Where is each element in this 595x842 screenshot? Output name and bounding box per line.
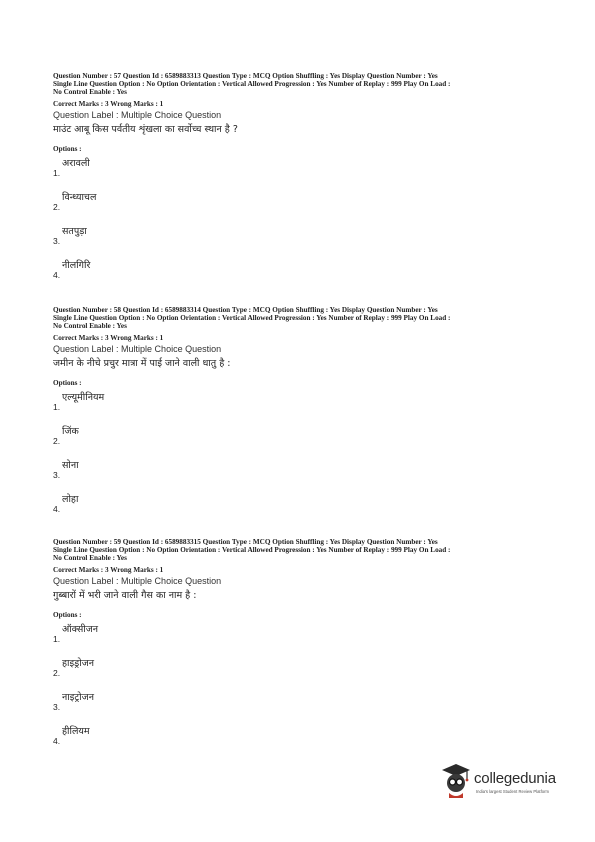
option-number: 2. [53,667,61,678]
option-text: अरावली [62,157,90,169]
logo-tagline: India's largest Student Review Platform [476,789,549,794]
question-text: गुब्बारों में भरी जाने वाली गैस का नाम है : [53,589,197,601]
question-meta-line-2: Single Line Question Option : No Option Orientation : Vertical Allowed Progression : Yes Number of Replay : 999 Play On Load : [53,80,451,89]
option-item-4 [53,256,553,290]
option-number: 2. [53,201,61,212]
question-block-58 [53,306,553,524]
question-marks: Correct Marks : 3 Wrong Marks : 1 [53,565,164,574]
question-meta-line-3: No Control Enable : Yes [53,554,127,563]
logo-wordmark: collegedunia [474,770,556,787]
question-block-57 [53,72,553,290]
option-text: सोना [62,459,79,471]
collegedunia-logo [440,758,580,806]
option-item-2 [53,654,553,688]
option-text: नीलगिरि [62,259,91,271]
question-label: Question Label : Multiple Choice Question [53,109,222,120]
option-number: 4. [53,503,61,514]
option-text: लोहा [62,493,79,505]
option-text: ऑक्सीजन [62,623,99,635]
question-meta-line-1: Question Number : 58 Question Id : 6589883314 Question Type : MCQ Option Shuffling : Yes Display Question Number : Yes [53,306,438,314]
graduate-mascot-icon [440,762,472,800]
option-item-1 [53,620,553,654]
option-item-2 [53,422,553,456]
option-text: नाइट्रोजन [62,691,94,703]
option-number: 2. [53,435,61,446]
question-meta-line-3: No Control Enable : Yes [53,88,127,97]
options-heading: Options : [53,378,82,387]
option-text: हाइड्रोजन [62,657,95,669]
option-number: 1. [53,633,61,644]
option-number: 3. [53,235,61,246]
option-item-2 [53,188,553,222]
option-item-3 [53,456,553,490]
options-heading: Options : [53,144,82,153]
option-number: 4. [53,269,61,280]
question-meta-line-1: Question Number : 59 Question Id : 6589883315 Question Type : MCQ Option Shuffling : Yes Display Question Number : Yes [53,538,438,546]
option-text: विन्ध्याचल [62,191,97,203]
option-item-3 [53,688,553,722]
option-item-3 [53,222,553,256]
question-block-59 [53,538,553,756]
question-text: जमीन के नीचे प्रचुर मात्रा में पाई जाने वाली धातु है : [53,357,231,369]
question-meta-line-2: Single Line Question Option : No Option Orientation : Vertical Allowed Progression : Yes Number of Replay : 999 Play On Load : [53,546,451,555]
question-marks: Correct Marks : 3 Wrong Marks : 1 [53,99,164,108]
option-item-1 [53,388,553,422]
option-item-4 [53,490,553,524]
question-label: Question Label : Multiple Choice Question [53,343,222,354]
option-item-4 [53,722,553,756]
option-item-1 [53,154,553,188]
question-label: Question Label : Multiple Choice Question [53,575,222,586]
option-text: सतपुड़ा [62,225,87,237]
option-number: 1. [53,167,61,178]
question-meta-line-3: No Control Enable : Yes [53,322,127,331]
question-meta-line-2: Single Line Question Option : No Option Orientation : Vertical Allowed Progression : Yes Number of Replay : 999 Play On Load : [53,314,451,323]
option-text: एल्यूमीनियम [62,391,105,403]
question-text: माउंट आबू किस पर्वतीय शृंखला का सर्वोच्च स्थान है ? [53,123,238,135]
options-heading: Options : [53,610,82,619]
option-text: जिंक [62,425,79,437]
option-number: 4. [53,735,61,746]
option-number: 3. [53,701,61,712]
option-text: हीलियम [62,725,90,737]
question-marks: Correct Marks : 3 Wrong Marks : 1 [53,333,164,342]
option-number: 3. [53,469,61,480]
option-number: 1. [53,401,61,412]
question-meta-line-1: Question Number : 57 Question Id : 6589883313 Question Type : MCQ Option Shuffling : Yes Display Question Number : Yes [53,72,438,80]
